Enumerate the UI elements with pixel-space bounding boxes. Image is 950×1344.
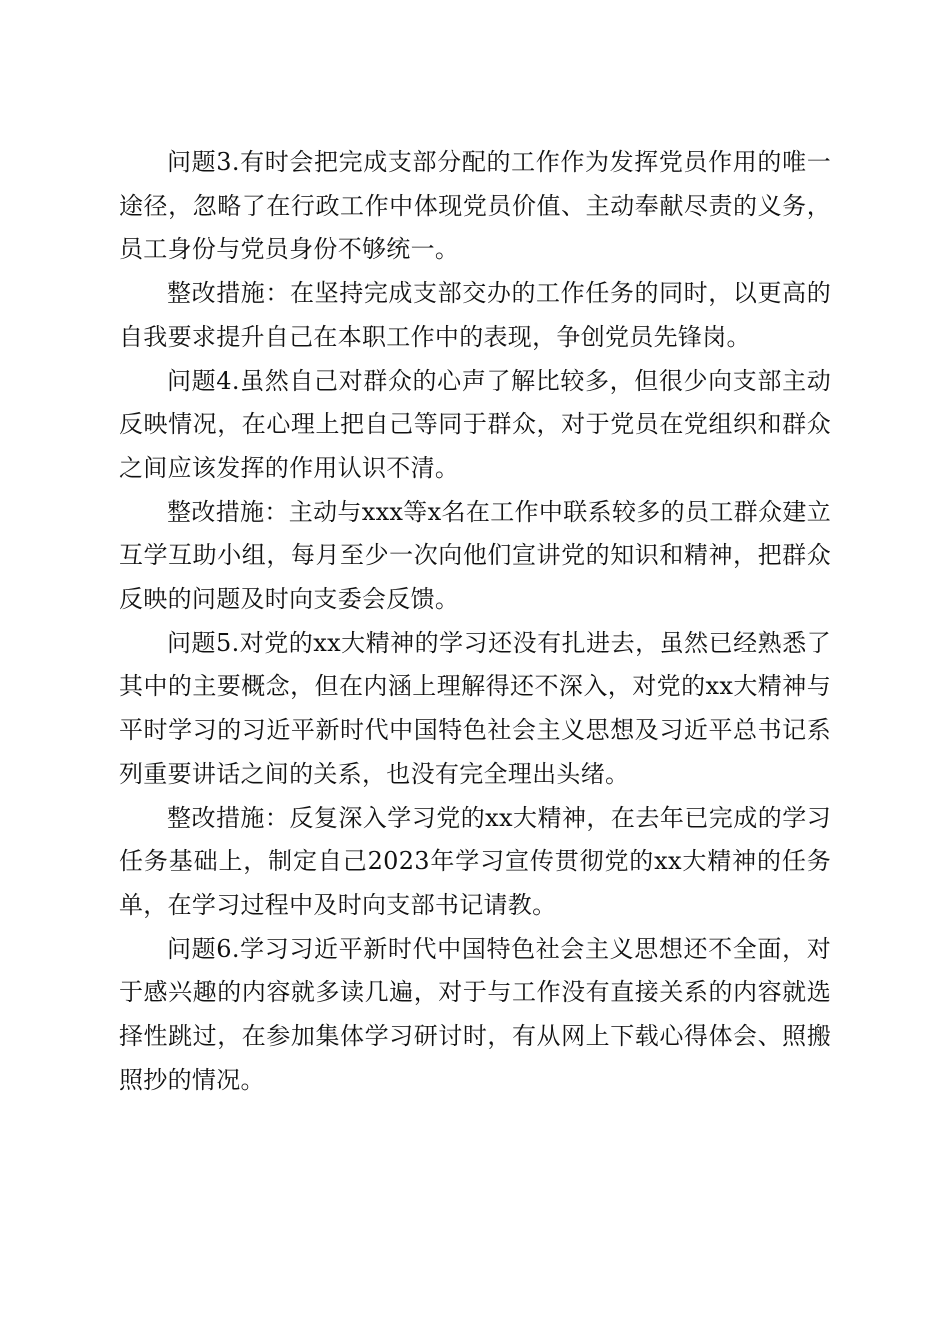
document-body xyxy=(119,141,831,1102)
paragraph-measure-4: 整改措施：主动与xxx等x名在工作中联系较多的员工群众建立互学互助小组，每月至少一次向他们宣讲党的知识和精神，把群众反映的问题及时向支委会反馈。 xyxy=(119,497,831,614)
paragraph-measure-3: 整改措施：在坚持完成支部交办的工作任务的同时，以更高的自我要求提升自己在本职工作中的表现，争创党员先锋岗。 xyxy=(119,279,831,351)
paragraph-problem-3: 问题3.有时会把完成支部分配的工作作为发挥党员作用的唯一途径，忽略了在行政工作中体现党员价值、主动奉献尽责的义务，员工身份与党员身份不够统一。 xyxy=(119,148,831,264)
paragraph-problem-6: 问题6.学习习近平新时代中国特色社会主义思想还不全面，对于感兴趣的内容就多读几遍，对于与工作没有直接关系的内容就选择性跳过，在参加集体学习研讨时，有从网上下载心得体会、照搬照抄的情况。 xyxy=(119,934,831,1094)
paragraph-problem-4: 问题4.虽然自己对群众的心声了解比较多，但很少向支部主动反映情况，在心理上把自己等同于群众，对于党员在党组织和群众之间应该发挥的作用认识不清。 xyxy=(119,366,831,482)
paragraph-measure-5: 整改措施：反复深入学习党的xx大精神，在去年已完成的学习任务基础上，制定自己2023年学习宣传贯彻党的xx大精神的任务单，在学习过程中及时向支部书记请教。 xyxy=(119,803,831,919)
paragraph-problem-5: 问题5.对党的xx大精神的学习还没有扎进去，虽然已经熟悉了其中的主要概念，但在内涵上理解得还不深入，对党的xx大精神与平时学习的习近平新时代中国特色社会主义思想及习近平总书记系列重要讲话之间的关系，也没有完全理出头绪。 xyxy=(119,628,831,788)
